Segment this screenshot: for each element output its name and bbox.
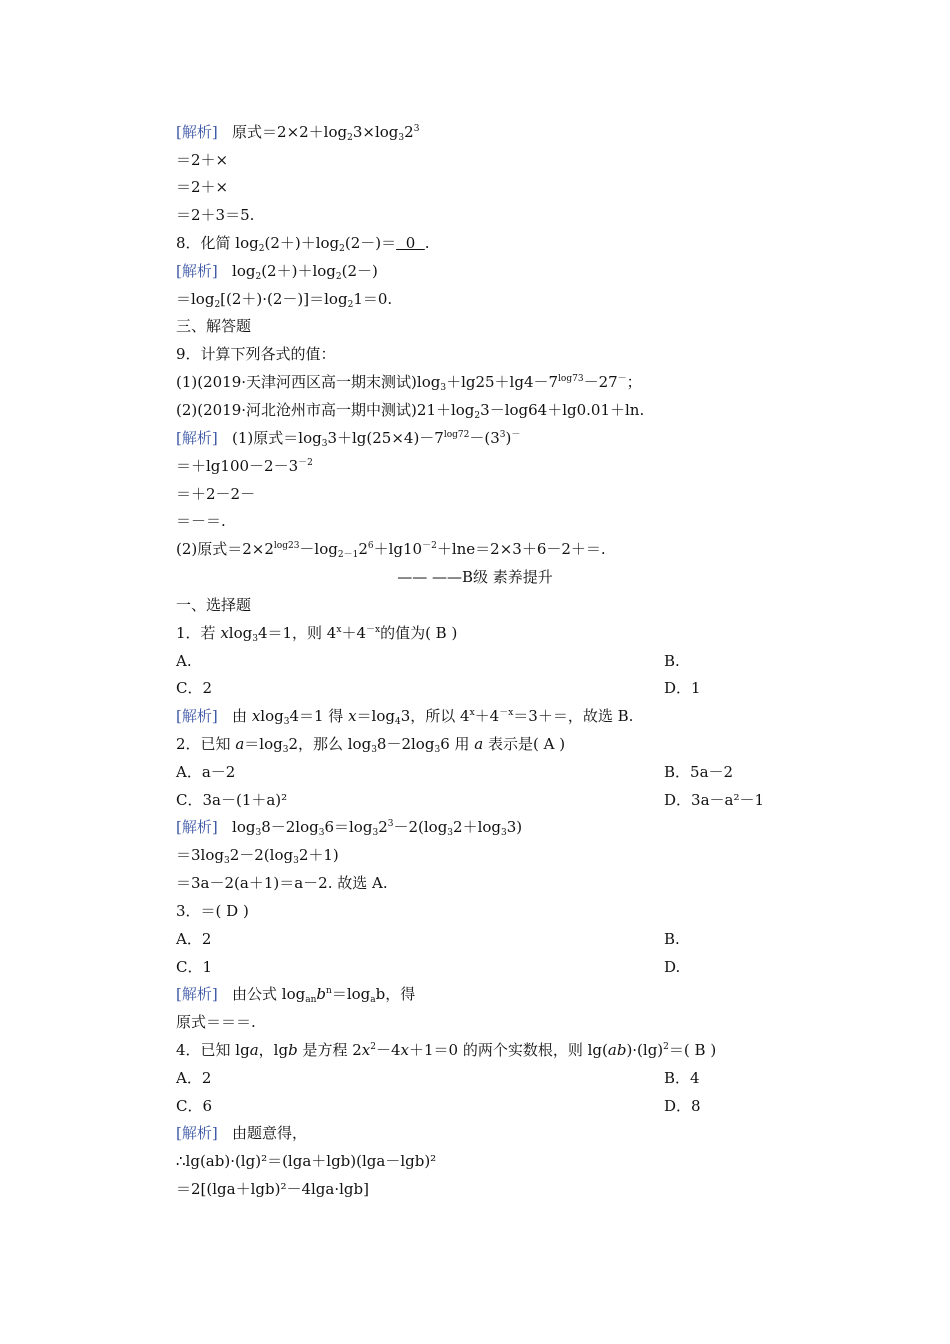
text: 2＋log — [453, 818, 502, 836]
text: (2＋)＋log — [264, 234, 340, 252]
text: 8－2log — [261, 818, 319, 836]
text: －2(log — [393, 818, 448, 836]
text: ＝＋lg100－2－3 — [176, 457, 299, 475]
text: 2－2(log — [229, 846, 294, 864]
option-c: C．6 — [176, 1097, 213, 1115]
text: ＋lg10 — [373, 540, 423, 558]
superscript: x — [469, 708, 475, 718]
subscript: 3 — [255, 828, 262, 838]
superscript: n — [326, 986, 332, 996]
jiexi-tag: [解析] — [176, 818, 218, 836]
text: 8．化简 log — [176, 234, 259, 252]
text: 4．已知 lg — [176, 1041, 250, 1059]
solution-line — [176, 984, 415, 1004]
option-a: A．2 — [176, 1069, 212, 1087]
jiexi-tag: [解析] — [176, 429, 218, 447]
subscript: 3 — [223, 856, 230, 866]
option-c: C．1 — [176, 958, 213, 976]
text: 由公式 log — [232, 985, 306, 1003]
text: ＝log — [176, 290, 215, 308]
solution-line: ＝3a－2(a＋1)＝a－2. 故选 A. — [176, 874, 388, 892]
text: (2－)＝ — [344, 234, 397, 252]
subscript: 2 — [339, 244, 345, 254]
solution-line — [176, 456, 313, 476]
option-row — [176, 1068, 700, 1088]
solution-line — [176, 539, 606, 559]
variable: ab — [607, 1041, 627, 1059]
subscript: 3 — [372, 828, 379, 838]
solution-line: ＝2＋× — [176, 178, 229, 196]
option-row — [176, 678, 701, 698]
option-d: D．1 — [664, 679, 701, 697]
superscript: － — [511, 430, 521, 440]
solution-line: ＝－＝. — [176, 512, 226, 530]
text: ＝log — [356, 707, 395, 725]
subscript: an — [305, 995, 317, 1005]
question-9-part-1 — [176, 372, 642, 392]
option-row — [176, 651, 680, 671]
superscript: － — [617, 374, 627, 384]
solution-line — [176, 289, 392, 309]
subscript: 2 — [347, 300, 354, 310]
superscript: －x — [365, 625, 381, 635]
superscript: log73 — [558, 374, 584, 384]
solution-line: ＝2[(lga＋lgb)²－4lga·lgb] — [176, 1180, 369, 1198]
jiexi-tag: [解析] — [176, 1124, 218, 1142]
text: －4 — [375, 1041, 401, 1059]
option-row — [176, 790, 765, 810]
variable: a — [235, 735, 245, 753]
subscript: 3 — [252, 634, 258, 644]
superscript: 2 — [663, 1042, 669, 1052]
subscript: 3 — [293, 856, 299, 866]
text: ＝log — [331, 985, 371, 1003]
superscript: 2 — [370, 1042, 376, 1052]
option-c: C．3a－(1＋a)² — [176, 791, 288, 809]
text: . — [424, 234, 430, 252]
text: log — [260, 707, 284, 725]
option-a: A. — [176, 652, 192, 670]
text: [(2＋)·(2－)]＝log — [220, 290, 348, 308]
subscript: 3 — [398, 133, 405, 143]
text: ＋lne＝2×3＋6－2＋＝. — [436, 540, 606, 558]
subscript: 3 — [447, 828, 454, 838]
solution-line: ＝2＋× — [176, 151, 229, 169]
text: ＋lg25＋lg4－7 — [446, 373, 559, 391]
text: (2)原式＝2×2 — [176, 540, 274, 558]
variable: x — [361, 1041, 371, 1059]
subscript: 2－1 — [337, 550, 359, 560]
subscript: 2 — [335, 272, 342, 282]
text: －27 — [583, 373, 618, 391]
subscript: 2 — [347, 133, 353, 143]
option-a: A．2 — [176, 930, 212, 948]
solution-line: ＝＋2－2－ — [176, 485, 256, 503]
level-heading: —— ——B级 素养提升 — [397, 568, 553, 586]
subscript: 3 — [501, 828, 507, 838]
text: log — [232, 818, 256, 836]
text: 4＝1，则 4 — [257, 624, 337, 642]
option-d: D．8 — [664, 1097, 701, 1115]
question-2 — [176, 734, 565, 754]
text: 3×log — [352, 123, 399, 141]
text: 由 — [232, 707, 252, 725]
text: (2＋)＋log — [261, 262, 336, 280]
text: －(3 — [469, 429, 500, 447]
variable: x — [251, 707, 261, 725]
option-b: B. — [664, 652, 680, 670]
text: log — [232, 262, 256, 280]
subscript: 3 — [321, 439, 328, 449]
subscript: 2 — [214, 300, 221, 310]
jiexi-tag: [解析] — [176, 262, 218, 280]
text: log — [228, 624, 253, 642]
question-3: 3．＝( D ) — [176, 902, 249, 920]
superscript: log23 — [273, 541, 300, 551]
solution-line: ＝2＋3＝5. — [176, 206, 255, 224]
text: 表示是( A ) — [483, 735, 566, 753]
text: 是方程 2 — [297, 1041, 362, 1059]
subscript: 4 — [394, 717, 401, 727]
text: 原式＝2×2＋log — [232, 123, 348, 141]
solution-line: 原式＝＝＝. — [176, 1013, 256, 1031]
variable: a — [474, 735, 484, 753]
text: 2．已知 — [176, 735, 236, 753]
subscript: 2 — [474, 411, 481, 421]
variable: x — [220, 624, 229, 642]
text: 2，那么 log — [288, 735, 372, 753]
option-row — [176, 929, 680, 949]
text: 3＋lg(25×4)－7 — [327, 429, 444, 447]
subscript: 3 — [283, 717, 290, 727]
jiexi-tag: [解析] — [176, 123, 218, 141]
option-d: D. — [664, 958, 681, 976]
text: ＝3＋＝，故选 B. — [513, 707, 634, 725]
text: ，lg — [258, 1041, 289, 1059]
text: ＋4 — [474, 707, 500, 725]
option-row — [176, 1096, 701, 1116]
text: ＋4 — [341, 624, 366, 642]
solution-line — [176, 706, 633, 726]
superscript: 6 — [367, 541, 374, 551]
option-a: A．a－2 — [176, 763, 236, 781]
variable: a — [249, 1041, 259, 1059]
superscript: 3 — [499, 430, 506, 440]
option-b: B．5a－2 — [664, 763, 734, 781]
superscript: －x — [499, 708, 514, 718]
solution-line — [176, 122, 419, 142]
text: (2－) — [341, 262, 378, 280]
text: 1．若 — [176, 624, 221, 642]
superscript: －2 — [298, 458, 313, 468]
variable: x — [400, 1041, 409, 1059]
variable: b — [316, 985, 327, 1003]
option-d: D．3a－a²－1 — [664, 791, 765, 809]
text: 的值为( B ) — [380, 624, 458, 642]
subscript: 2 — [255, 272, 262, 282]
solution-line — [176, 428, 520, 448]
solution-line — [176, 845, 339, 865]
question-8 — [176, 233, 430, 253]
text: 由题意得， — [232, 1124, 308, 1142]
solution-line: ∴lg(ab)·(lg)²＝(lga＋lgb)(lga－lgb)² — [176, 1152, 437, 1170]
text: 2 — [358, 540, 368, 558]
text: ； — [626, 373, 642, 391]
jiexi-tag: [解析] — [176, 707, 218, 725]
section-heading: 三、解答题 — [176, 317, 252, 335]
solution-line — [176, 1123, 307, 1143]
subscript: 3 — [440, 383, 447, 393]
subscript: 3 — [434, 745, 441, 755]
text: 6 用 — [440, 735, 475, 753]
jiexi-tag: [解析] — [176, 985, 218, 1003]
text: 3，所以 4 — [400, 707, 470, 725]
option-c: C．2 — [176, 679, 213, 697]
text: ＝log — [244, 735, 283, 753]
text: ＝3log — [176, 846, 224, 864]
superscript: 3 — [387, 819, 394, 829]
text: (2)(2019·河北沧州市高一期中测试)21＋log — [176, 401, 475, 419]
text: (1)(2019·天津河西区高一期末测试)log — [176, 373, 441, 391]
question-1 — [176, 623, 457, 643]
question-4 — [176, 1040, 716, 1060]
superscript: 3 — [413, 124, 420, 134]
option-row — [176, 957, 681, 977]
subscript: a — [370, 995, 376, 1005]
superscript: log72 — [443, 430, 470, 440]
text: 4＝1 得 — [289, 707, 349, 725]
variable: x — [348, 707, 357, 725]
question-9: 9．计算下列各式的值： — [176, 345, 336, 363]
solution-line — [176, 261, 378, 281]
text: 3) — [506, 818, 523, 836]
question-9-part-2 — [176, 400, 644, 420]
option-row — [176, 762, 734, 782]
subscript: 2 — [258, 244, 265, 254]
text: 2 — [378, 818, 388, 836]
option-b: B．4 — [664, 1069, 700, 1087]
subscript: 3 — [318, 828, 325, 838]
answer-blank: 0 — [396, 234, 425, 252]
option-b: B. — [664, 930, 680, 948]
text: ) — [505, 429, 512, 447]
subscript: 3 — [282, 745, 289, 755]
text: )·(lg) — [626, 1041, 664, 1059]
text: 2 — [404, 123, 414, 141]
subscript: 3 — [371, 745, 377, 755]
superscript: －2 — [422, 541, 437, 551]
text: ＝( B ) — [668, 1041, 717, 1059]
text: (1)原式＝log — [232, 429, 322, 447]
superscript: x — [336, 625, 342, 635]
text: 2＋1) — [298, 846, 339, 864]
text: 6＝log — [324, 818, 373, 836]
text: 1＝0. — [353, 290, 393, 308]
text: ＋1＝0 的两个实数根，则 lg( — [409, 1041, 608, 1059]
text: 8－2log — [376, 735, 435, 753]
section-heading: 一、选择题 — [176, 596, 252, 614]
text: b，得 — [375, 985, 416, 1003]
text: 3－log64＋lg0.01＋ln. — [480, 401, 645, 419]
solution-line — [176, 817, 522, 837]
variable: b — [288, 1041, 298, 1059]
text: －log — [299, 540, 338, 558]
